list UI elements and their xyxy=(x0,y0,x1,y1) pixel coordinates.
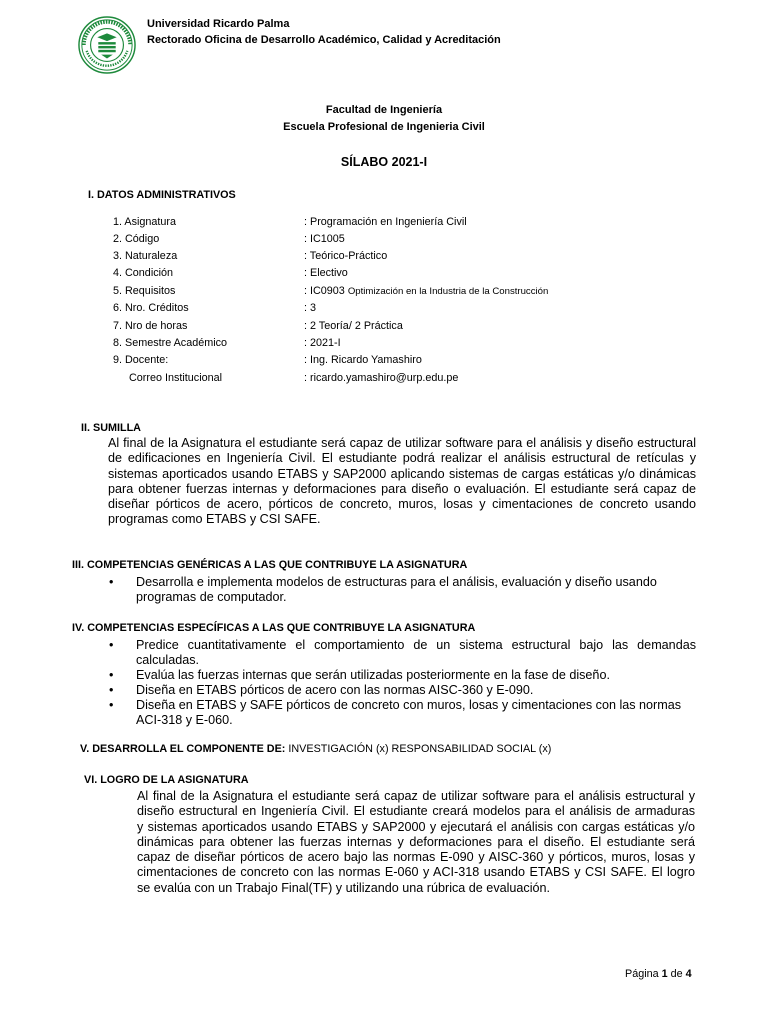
field-value: : Teórico-Práctico xyxy=(304,250,388,262)
text-line: para obtener fuerzas internas y deformaciones para diseño o evaluación. El estudiante será capaz de xyxy=(108,481,696,496)
section-6-heading: VI. LOGRO DE LA ASIGNATURA xyxy=(84,774,249,786)
bullet: • xyxy=(109,683,114,697)
text-line: diseñar pórticos de acero, pórticos de concreto, muros, losas y cimentaciones de concreto usando xyxy=(108,497,696,512)
list-item xyxy=(109,698,696,728)
field-label: Correo Institucional xyxy=(129,372,223,384)
section-3-heading: III. COMPETENCIAS GENÉRICAS A LAS QUE CONTRIBUYE LA ASIGNATURA xyxy=(72,559,468,571)
text-line: cimentaciones de concreto con las normas E-060 y ACI-318 usando ETABS y CSI SAFE. El logro xyxy=(137,865,695,880)
section-2-heading: II. SUMILLA xyxy=(81,422,141,434)
text-line: ACI-318 y E-060. xyxy=(136,713,233,727)
text-line: se evalúa con un Trabajo Final(TF) y utilizando una rúbrica de evaluación. xyxy=(137,880,551,895)
text-line: Evalúa las fuerzas internas que serán utilizadas posteriormente en la fase de diseño. xyxy=(136,668,610,682)
text-line: sistemas aporticados usando ETABS y SAP2000 aplicando sistemas de cargas estáticas y/o dinámicas xyxy=(108,466,696,481)
office-name: Rectorado Oficina de Desarrollo Académico, Calidad y Acreditación xyxy=(147,34,501,46)
field-value: : Electivo xyxy=(304,267,348,279)
list-item xyxy=(109,575,696,605)
school-title: Escuela Profesional de Ingenieria Civil xyxy=(283,121,485,133)
of-word: de xyxy=(667,968,686,980)
university-seal-logo xyxy=(78,16,136,74)
text-line: programas como ETABS y CSI SAFE. xyxy=(108,512,321,527)
section-5-line xyxy=(80,743,551,755)
text-line: Desarrolla e implementa modelos de estructuras para el análisis, evaluación y diseño usando xyxy=(136,575,657,589)
text-line: calculadas. xyxy=(136,653,200,667)
list-item xyxy=(109,668,696,683)
field-value: : 2 Teoría/ 2 Práctica xyxy=(304,320,403,332)
field-label: 3. Naturaleza xyxy=(113,250,178,262)
field-label: 7. Nro de horas xyxy=(113,320,188,332)
text-line: dinámicas para obtener las fuerzas internas y deformaciones para el diseño. El estudiante será xyxy=(137,834,695,849)
university-name: Universidad Ricardo Palma xyxy=(147,18,290,30)
email-value: : ricardo.yamashiro@urp.edu.pe xyxy=(304,372,459,384)
page-number xyxy=(625,968,692,980)
field-label: 4. Condición xyxy=(113,267,174,279)
syllabus-title: SÍLABO 2021-I xyxy=(340,155,428,169)
field-label: 5. Requisitos xyxy=(113,285,176,297)
list-item xyxy=(109,683,696,698)
requisite-name: Optimización en la Industria de la Construcción xyxy=(347,286,549,297)
text-line: de edificaciones en Ingeniería Civil. El estudiante podrá realizar el análisis estructural de retículas y xyxy=(108,451,696,466)
field-value: : Programación en Ingeniería Civil xyxy=(304,216,467,228)
page-word: Página xyxy=(625,968,662,980)
field-label: 1. Asignatura xyxy=(113,216,177,228)
field-value: : IC1005 xyxy=(304,233,345,245)
bullet: • xyxy=(109,638,114,652)
text-line: Diseña en ETABS pórticos de acero con las normas AISC-360 y E-090. xyxy=(136,683,534,697)
sumilla-paragraph xyxy=(108,436,696,528)
field-label: 6. Nro. Créditos xyxy=(113,302,189,314)
text-line: Predice cuantitativamente el comportamiento de un sistema estructural bajo las demandas xyxy=(136,638,696,652)
bullet: • xyxy=(109,575,114,589)
section-1-heading: I. DATOS ADMINISTRATIVOS xyxy=(88,189,236,201)
section-5-value: INVESTIGACIÓN (x) RESPONSABILIDAD SOCIAL (x) xyxy=(285,743,552,755)
field-label: 8. Semestre Académico xyxy=(113,337,228,349)
bullet: • xyxy=(109,698,114,712)
text-line: capaz de diseñar pórticos de acero bajo las normas E-090 y AISC-360 y pórticos, muros, losas y xyxy=(137,850,695,865)
list-item xyxy=(109,638,696,668)
field-value: : Ing. Ricardo Yamashiro xyxy=(304,354,422,366)
requisite-code: : IC0903 xyxy=(304,285,348,297)
current-page: 1 xyxy=(661,968,668,980)
text-line: y sistemas aporticados usando ETABS y SAP2000 y ejecutará el análisis con cargas estáticas y/o xyxy=(137,819,695,834)
field-value: : 3 xyxy=(304,302,317,314)
field-value: : 2021-I xyxy=(304,337,341,349)
text-line: programas de computador. xyxy=(136,590,287,604)
logro-paragraph xyxy=(137,789,695,896)
text-line: Diseña en ETABS y SAFE pórticos de concreto con muros, losas y cimentaciones con las normas xyxy=(136,698,682,712)
section-5-heading: V. DESARROLLA EL COMPONENTE DE: xyxy=(80,743,286,755)
field-label: 9. Docente: xyxy=(113,354,169,366)
total-pages: 4 xyxy=(685,968,692,980)
field-value xyxy=(304,285,548,297)
text-line: diseño estructural en Ingeniería Civil. El estudiante creará modelos para el análisis de armaduras xyxy=(137,804,695,819)
section-4-heading: IV. COMPETENCIAS ESPECÍFICAS A LAS QUE CONTRIBUYE LA ASIGNATURA xyxy=(72,622,476,634)
faculty-title: Facultad de Ingeniería xyxy=(325,104,443,116)
text-line: Al final de la Asignatura el estudiante será capaz de utilizar software para el análisis estructural y xyxy=(137,789,695,803)
field-label: 2. Código xyxy=(113,233,160,245)
bullet: • xyxy=(109,668,114,682)
text-line: Al final de la Asignatura el estudiante será capaz de utilizar software para el análisis y diseño estructural xyxy=(108,436,696,450)
